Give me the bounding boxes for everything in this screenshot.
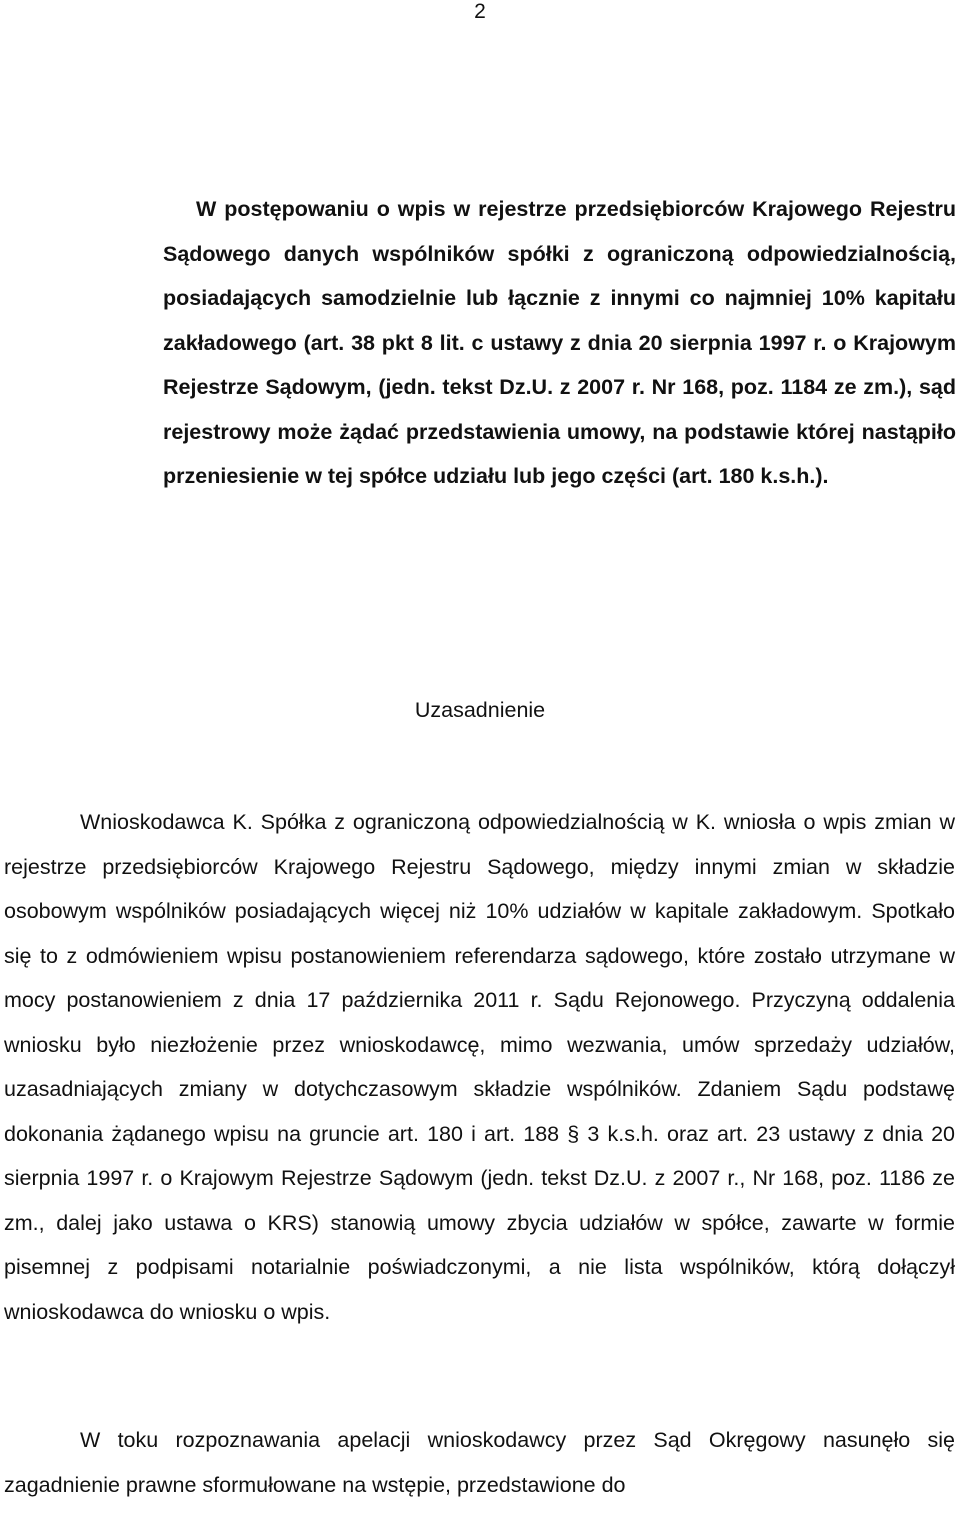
section-heading: Uzasadnienie bbox=[414, 698, 546, 722]
legal-thesis: W postępowaniu o wpis w rejestrze przedsiębiorców Krajowego Rejestru Sądowego danych wspólników spółki z ograniczoną odpowiedzialnością, posiadających samodzielnie lub łącznie z innymi co najmniej 10% kapitału zakładowego (art. 38 pkt 8 lit. c ustawy z dnia 20 sierpnia 1997 r. o Krajowym Rejestrze Sądowym, (jedn. tekst Dz.U. z 2007 r. Nr 168, poz. 1184 ze zm.), sąd rejestrowy może żądać przedstawienia umowy, na podstawie której nastąpiło przeniesienie w tej spółce udziału lub jego części (art. 180 k.s.h.). bbox=[163, 197, 956, 488]
justification-paragraph: Wnioskodawca K. Spółka z ograniczoną odpowiedzialnością w K. wniosła o wpis zmian w rejestrze przedsiębiorców Krajowego Rejestru Sądowego, między innymi zmian w składzie osobowym wspólników posiadających więcej niż 10% udziałów w kapitale zakładowym. Spotkało się to z odmówieniem wpisu postanowieniem referendarza sądowego, które zostało utrzymane w mocy postanowieniem z dnia 17 października 2011 r. Sądu Rejonowego. Przyczyną oddalenia wniosku było niezłożenie przez wnioskodawcę, mimo wezwania, umów sprzedaży udziałów, uzasadniających zmiany w dotychczasowym składzie wspólników. Zdaniem Sądu podstawę dokonania żądanego wpisu na gruncie art. 180 i art. 188 § 3 k.s.h. oraz art. 23 ustawy z dnia 20 sierpnia 1997 r. o Krajowym Rejestrze Sądowym (jedn. tekst Dz.U. z 2007 r., Nr 168, poz. 1186 ze zm., dalej jako ustawa o KRS) stanowią umowy zbycia udziałów w spółce, zawarte w formie pisemnej z podpisami notarialnie poświadczonymi, a nie lista wspólników, którą dołączył wnioskodawca do wniosku o wpis. bbox=[4, 810, 955, 1324]
page-number: 2 bbox=[474, 0, 486, 23]
justification-paragraph: W toku rozpoznawania apelacji wnioskodawcy przez Sąd Okręgowy nasunęło się zagadnienie prawne sformułowane na wstępie, przedstawione do bbox=[4, 1428, 955, 1497]
